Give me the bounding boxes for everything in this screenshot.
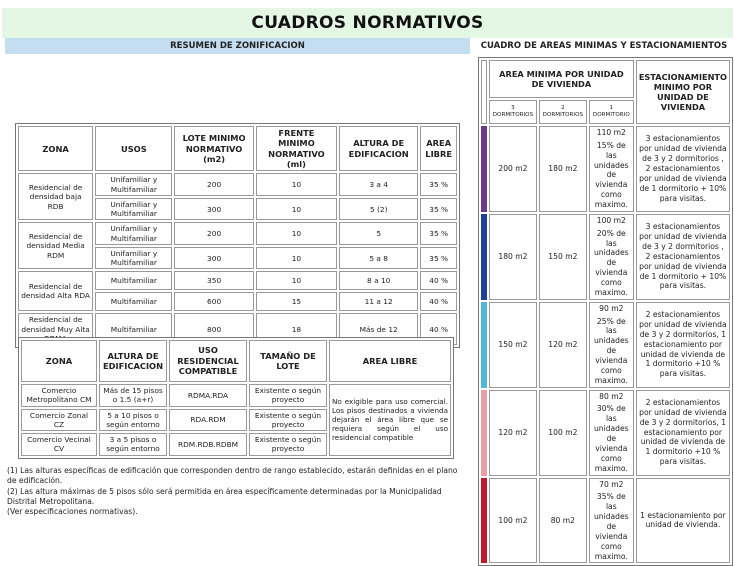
header-usos: USOS bbox=[95, 126, 172, 171]
areas-section-header: CUADRO DE AREAS MINIMAS Y ESTACIONAMIENTOS bbox=[480, 41, 728, 51]
lote-cell: 600 bbox=[174, 292, 253, 311]
header-lote: TAMAÑO DE LOTE bbox=[249, 340, 327, 382]
dorm1-area: 70 m2 bbox=[599, 479, 624, 489]
header-zona: ZONA bbox=[18, 126, 93, 171]
table-row bbox=[21, 384, 451, 407]
estac-cell: 2 estacionamientos por unidad de vivienda de 3 y 2 dormitorios, 1 estacionamiento por unidad de vivienda de 1 dormitorio +10 % para visitas. bbox=[636, 302, 730, 388]
footnote: (1) Las alturas específicas de edificación que corresponden dentro de rango establecido, estarán definidas en el plano de edificación. bbox=[7, 466, 458, 486]
dorm1-area: 80 m2 bbox=[599, 391, 624, 401]
table-row bbox=[18, 173, 457, 196]
frente-cell: 10 bbox=[256, 222, 337, 245]
zona-cell: Residencial de densidad Muy Alta bbox=[18, 313, 93, 345]
dorm3-cell: 120 m2 bbox=[489, 390, 537, 476]
comercio-header-row bbox=[21, 340, 451, 382]
altura-cell: 5 bbox=[339, 222, 418, 245]
lote-cell: 350 bbox=[174, 271, 253, 290]
header-altura: ALTURA DE EDIFICACION bbox=[99, 340, 167, 382]
altura-cell: 5 a 10 pisos o según entorno bbox=[99, 409, 167, 432]
footnote: (Ver especificaciones normativas). bbox=[7, 507, 138, 516]
header-area-libre: AREA LIBRE bbox=[329, 340, 451, 382]
area-libre-cell: No exigible para uso comercial. Los pisos destinados a vivienda dejarán el área libre que se requiera según el uso residencial compatible bbox=[329, 384, 451, 456]
header-estacionamiento: ESTACIONAMIENTO MINIMO POR UNIDAD DE VIVIENDA bbox=[636, 60, 730, 124]
dorm1-cell bbox=[589, 478, 634, 564]
dorm1-area: 100 m2 bbox=[596, 215, 626, 225]
dorm1-cell bbox=[589, 390, 634, 476]
dorm2-cell: 180 m2 bbox=[539, 126, 587, 212]
usos-cell: Unifamiliar y Multifamiliar bbox=[95, 198, 172, 221]
zona-cell: Comercio Metropolitano CM bbox=[21, 384, 97, 407]
frente-cell: 10 bbox=[256, 173, 337, 196]
dorm1-cell bbox=[589, 302, 634, 388]
zona-cell: Residencial de densidad baja RDB bbox=[18, 173, 93, 220]
color-swatch bbox=[481, 126, 487, 212]
usos-cell: Multifamiliar bbox=[95, 271, 172, 290]
areas-header-row bbox=[481, 60, 730, 98]
usos-cell: Unifamiliar y Multifamiliar bbox=[95, 222, 172, 245]
zona-cell: Comercio Vecinal CV bbox=[21, 433, 97, 456]
table-row bbox=[481, 390, 730, 476]
altura-cell: 3 a 5 pisos o según entorno bbox=[99, 433, 167, 456]
estac-cell: 3 estacionamientos por unidad de vivienda de 3 y 2 dormitorios , 2 estacionamientos por unidad de vivienda de 1 dormitorio + 10% para visitas. bbox=[636, 126, 730, 212]
lote-cell: Existente o según proyecto bbox=[249, 433, 327, 456]
color-swatch bbox=[481, 214, 487, 300]
area-cell: 35 % bbox=[420, 247, 457, 270]
frente-cell: 10 bbox=[256, 198, 337, 221]
color-swatch bbox=[481, 302, 487, 388]
uso-cell: RDMA.RDA bbox=[169, 384, 247, 407]
dorm3-cell: 180 m2 bbox=[489, 214, 537, 300]
header-area-minima: AREA MINIMA POR UNIDAD DE VIVIENDA bbox=[489, 60, 634, 98]
comercio-table bbox=[18, 337, 454, 459]
estac-cell: 1 estacionamiento por unidad de vivienda. bbox=[636, 478, 730, 564]
area-cell: 40 % bbox=[420, 271, 457, 290]
table-row bbox=[18, 271, 457, 290]
lote-cell: Existente o según proyecto bbox=[249, 384, 327, 407]
dorm1-percent: 35% de las unidades de vivienda como maximo. bbox=[593, 492, 629, 561]
footnotes bbox=[7, 466, 467, 517]
altura-cell: 11 a 12 bbox=[339, 292, 418, 311]
zonificacion-header-row bbox=[18, 126, 457, 171]
estac-cell: 2 estacionamientos por unidad de vivienda de 3 y 2 dormitorios, 1 estacionamiento por unidad de vivienda de 1 dormitorio +10 % para visitas. bbox=[636, 390, 730, 476]
usos-cell: Multifamiliar bbox=[95, 313, 172, 345]
dorm3-cell: 100 m2 bbox=[489, 478, 537, 564]
dorm2-cell: 150 m2 bbox=[539, 214, 587, 300]
altura-cell: Más de 15 pisos o 1.5 (a+r) bbox=[99, 384, 167, 407]
dorm1-area: 90 m2 bbox=[599, 303, 624, 313]
header-frente: FRENTE MINIMO NORMATIVO (ml) bbox=[256, 126, 337, 171]
header-2-dormitorios: 2 DORMITORIOS bbox=[539, 100, 587, 124]
lote-cell: 200 bbox=[174, 222, 253, 245]
dorm1-percent: 30% de las unidades de vivienda como maximo. bbox=[593, 404, 629, 473]
header-altura: ALTURA DE EDIFICACION bbox=[339, 126, 418, 171]
page-title: CUADROS NORMATIVOS bbox=[2, 8, 733, 38]
zona-cell: Residencial de densidad Media RDM bbox=[18, 222, 93, 269]
dorm2-cell: 100 m2 bbox=[539, 390, 587, 476]
dorm1-cell bbox=[589, 126, 634, 212]
header-area-libre: AREA LIBRE bbox=[420, 126, 457, 171]
color-swatch bbox=[481, 390, 487, 476]
uso-cell: RDM.RDB.RDBM bbox=[169, 433, 247, 456]
dorm1-area: 110 m2 bbox=[596, 128, 626, 137]
altura-cell: Más de 12 bbox=[339, 313, 418, 345]
dorm2-cell: 80 m2 bbox=[539, 478, 587, 564]
area-cell: 35 % bbox=[420, 198, 457, 221]
altura-cell: 5 (2) bbox=[339, 198, 418, 221]
lote-cell: 300 bbox=[174, 198, 253, 221]
header-1-dormitorio: 1 DORMITORIO bbox=[589, 100, 634, 124]
zonificacion-table bbox=[15, 123, 460, 348]
color-swatch bbox=[481, 478, 487, 564]
zonificacion-section-header: RESUMEN DE ZONIFICACION bbox=[5, 38, 470, 54]
area-cell: 40 % bbox=[420, 313, 457, 345]
altura-cell: 5 a 8 bbox=[339, 247, 418, 270]
estac-cell: 3 estacionamientos por unidad de vivienda de 3 y 2 dormitorios , 2 estacionamientos por unidad de vivienda de 1 dormitorio + 10% para visitas. bbox=[636, 214, 730, 300]
table-row bbox=[481, 302, 730, 388]
area-cell: 35 % bbox=[420, 222, 457, 245]
zona-cell: Residencial de densidad Alta RDA bbox=[18, 271, 93, 311]
zona-cell: Comercio Zonal CZ bbox=[21, 409, 97, 432]
header-lote: LOTE MINIMO NORMATIVO (m2) bbox=[174, 126, 253, 171]
uso-cell: RDA.RDM bbox=[169, 409, 247, 432]
table-row bbox=[481, 478, 730, 564]
altura-cell: 3 a 4 bbox=[339, 173, 418, 196]
lote-cell: 800 bbox=[174, 313, 253, 345]
areas-table bbox=[478, 57, 733, 566]
header-zona: ZONA bbox=[21, 340, 97, 382]
header-uso: USO RESIDENCIAL COMPATIBLE bbox=[169, 340, 247, 382]
header-3-dormitorios: 3 DORMITORIOS bbox=[489, 100, 537, 124]
lote-cell: 300 bbox=[174, 247, 253, 270]
frente-cell: 18 bbox=[256, 313, 337, 345]
dorm3-cell: 200 m2 bbox=[489, 126, 537, 212]
table-row bbox=[481, 214, 730, 300]
lote-cell: Existente o según proyecto bbox=[249, 409, 327, 432]
dorm1-cell bbox=[589, 214, 634, 300]
usos-cell: Unifamiliar y Multifamiliar bbox=[95, 173, 172, 196]
area-cell: 40 % bbox=[420, 292, 457, 311]
table-row bbox=[481, 126, 730, 212]
frente-cell: 10 bbox=[256, 247, 337, 270]
altura-cell: 8 a 10 bbox=[339, 271, 418, 290]
usos-cell: Multifamiliar bbox=[95, 292, 172, 311]
usos-cell: Unifamiliar y Multifamiliar bbox=[95, 247, 172, 270]
lote-cell: 200 bbox=[174, 173, 253, 196]
frente-cell: 15 bbox=[256, 292, 337, 311]
frente-cell: 10 bbox=[256, 271, 337, 290]
dorm1-percent: 20% de las unidades de vivienda como maximo. bbox=[593, 228, 629, 297]
dorm1-percent: 15% de las unidades de vivienda como maximo. bbox=[593, 140, 629, 210]
dorm1-percent: 25% de las unidades de vivienda como maximo. bbox=[593, 316, 629, 385]
dorm2-cell: 120 m2 bbox=[539, 302, 587, 388]
dorm3-cell: 150 m2 bbox=[489, 302, 537, 388]
table-row bbox=[18, 222, 457, 245]
footnote: (2) Las altura máximas de 5 pisos sólo será permitida en área específicamente determinadas por la Municipalidad Distrital Metropolitana. bbox=[7, 486, 442, 506]
area-cell: 35 % bbox=[420, 173, 457, 196]
